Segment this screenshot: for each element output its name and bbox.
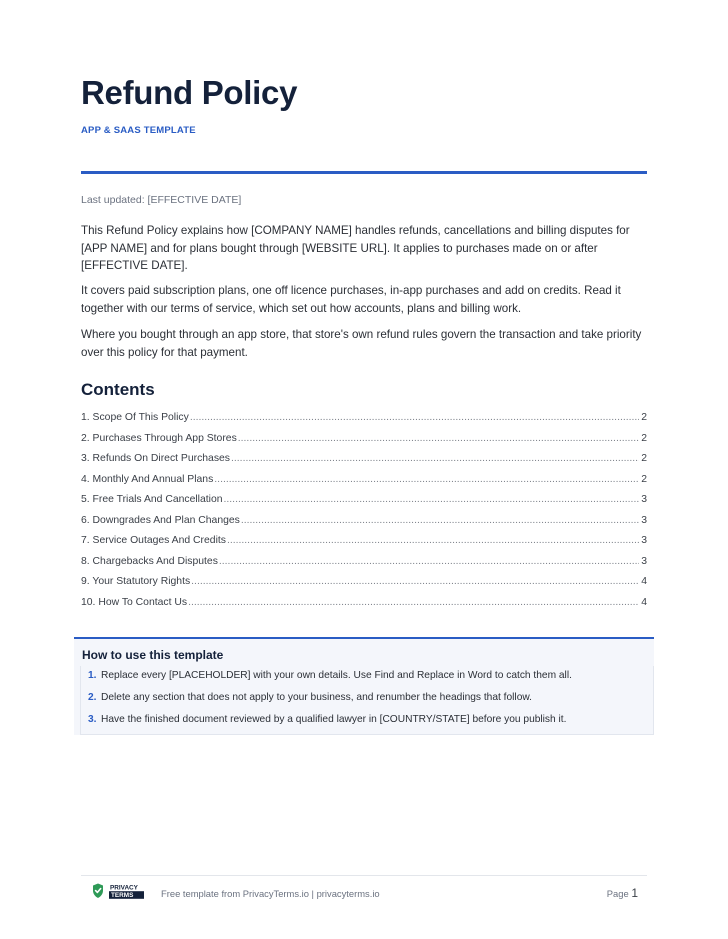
intro-paragraph-1: This Refund Policy explains how [COMPANY NAME] handles refunds, cancellations and billing disputes for [APP NAME] and for plans bought through [WEBSITE URL]. It applies to purchases made on or after [EFFECTIVE DATE].	[81, 224, 630, 272]
toc-item[interactable]	[81, 453, 647, 474]
toc-item-label: 6. Downgrades And Plan Changes	[81, 514, 240, 526]
howto-step	[88, 670, 648, 692]
intro-paragraph-2: It covers paid subscription plans, one off licence purchases, in-app purchases and add on credits. Read it together with our terms of service, which set out how accounts, plans and billing work.	[81, 284, 621, 315]
toc-leader	[238, 433, 639, 444]
toc-item-page: 3	[641, 535, 647, 546]
intro-paragraph-3: Where you bought through an app store, that store's own refund rules govern the transaction and take priority over this policy for that payment.	[81, 328, 642, 359]
page-subtitle: APP & SAAS TEMPLATE	[81, 125, 196, 136]
howto-step	[88, 692, 648, 714]
toc-item-label: 10. How To Contact Us	[81, 596, 188, 608]
last-updated: Last updated: [EFFECTIVE DATE]	[81, 194, 242, 206]
howto-step-number: 3.	[88, 714, 97, 725]
toc-item[interactable]	[81, 597, 647, 618]
toc-leader	[214, 474, 639, 485]
howto-callout	[74, 637, 654, 735]
howto-step-number: 2.	[88, 692, 97, 703]
toc-item[interactable]	[81, 535, 647, 556]
toc-leader	[227, 535, 639, 546]
toc-leader	[188, 597, 639, 608]
howto-step-text: Have the finished document reviewed by a qualified lawyer in [COUNTRY/STATE] before you publish it.	[101, 714, 567, 725]
howto-step-number: 1.	[88, 670, 97, 681]
toc-item-page: 2	[641, 473, 647, 485]
title-divider	[81, 171, 647, 174]
footer-divider	[81, 875, 647, 876]
toc-item-label: 9. Your Statutory Rights	[81, 576, 191, 587]
footer-page-number: 1	[631, 886, 638, 900]
toc-leader	[241, 515, 639, 526]
toc-item-page: 3	[641, 494, 647, 505]
howto-step-text: Delete any section that does not apply to your business, and renumber the headings that follow.	[101, 692, 532, 703]
page-title: Refund Policy	[81, 74, 298, 111]
table-of-contents	[81, 412, 647, 617]
howto-steps-list	[88, 670, 648, 736]
toc-item[interactable]	[81, 412, 647, 433]
toc-leader	[190, 412, 639, 423]
howto-step-text: Replace every [PLACEHOLDER] with your own details. Use Find and Replace in Word to catch them all.	[101, 670, 572, 681]
logo-text-line2: TERMS	[111, 892, 134, 900]
toc-item[interactable]	[81, 576, 647, 597]
logo-text-line1: PRIVACY	[110, 884, 138, 892]
footer-credit: Free template from PrivacyTerms.io | privacyterms.io	[161, 888, 380, 899]
toc-item[interactable]	[81, 494, 647, 515]
toc-item-page: 4	[641, 576, 647, 587]
toc-item-page: 2	[641, 453, 647, 464]
toc-item-label: 3. Refunds On Direct Purchases	[81, 453, 231, 464]
toc-leader	[231, 453, 639, 464]
toc-item[interactable]	[81, 474, 647, 495]
toc-item-page: 2	[641, 412, 647, 423]
toc-item-label: 5. Free Trials And Cancellation	[81, 494, 223, 505]
toc-item-label: 2. Purchases Through App Stores	[81, 432, 237, 444]
toc-leader	[191, 576, 639, 587]
howto-heading: How to use this template	[82, 648, 224, 662]
footer-page-indicator	[607, 886, 638, 900]
toc-item-label: 4. Monthly And Annual Plans	[81, 473, 214, 485]
footer-page-label: Page	[606, 888, 629, 899]
toc-leader	[219, 556, 639, 567]
shield-check-icon	[93, 884, 103, 899]
toc-item-label: 7. Service Outages And Credits	[81, 535, 226, 546]
toc-item-page: 3	[641, 555, 647, 567]
toc-item[interactable]	[81, 556, 647, 577]
toc-item-page: 4	[641, 596, 647, 608]
toc-item[interactable]	[81, 515, 647, 536]
toc-item-label: 1. Scope Of This Policy	[81, 412, 189, 423]
toc-item[interactable]	[81, 433, 647, 454]
privacyterms-logo	[92, 882, 144, 900]
howto-step	[88, 714, 648, 736]
toc-leader	[224, 494, 640, 505]
toc-item-page: 2	[641, 432, 647, 444]
contents-heading: Contents	[81, 380, 155, 399]
toc-item-page: 3	[641, 514, 647, 526]
toc-item-label: 8. Chargebacks And Disputes	[81, 555, 218, 567]
